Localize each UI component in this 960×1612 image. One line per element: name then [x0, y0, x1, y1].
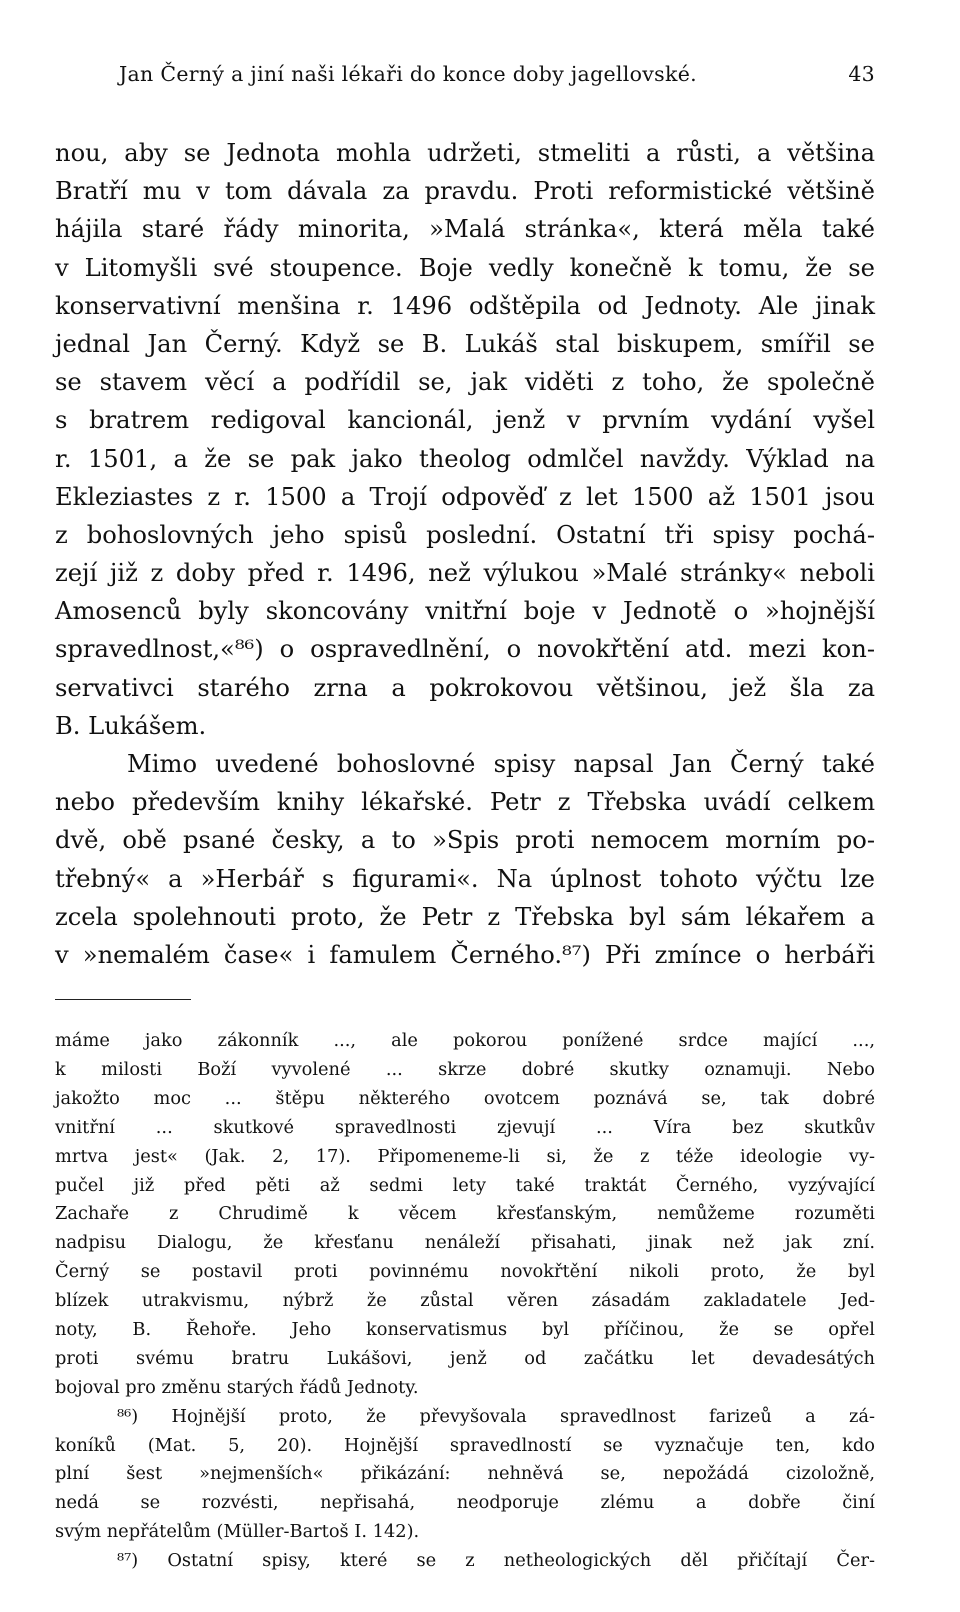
text-line: nebo především knihy lékařské. Petr z Třebska uvádí celkem: [55, 788, 875, 817]
text-line: nou, aby se Jednota mohla udržeti, stmeliti a růsti, a většina: [55, 139, 875, 167]
footnote-line: nadpisu Dialogu, že křesťanu nenáleží přisahati, jinak než jak zní.: [55, 1232, 875, 1254]
footnote-line: mrtva jest« (Jak. 2, 17). Připomeneme-li si, že z téže ideologie vy-: [55, 1145, 875, 1167]
footnote-line: bojoval pro změnu starých řádů Jednoty.: [55, 1376, 419, 1398]
text-line: jednal Jan Černý. Když se B. Lukáš stal biskupem, smířil se: [55, 329, 875, 358]
footnote-line: vnitřní ... skutkové spravedlnosti zjevují ... Víra bez skutkův: [55, 1116, 875, 1138]
footnotes: [55, 1027, 875, 1576]
footnote-line: plní šest »nejmenších« přikázání: nehněvá se, nepožádá cizoložně,: [55, 1463, 875, 1485]
footnote-line: Černý se postavil proti povinnému novokřtění nikoli proto, že byl: [55, 1261, 875, 1283]
footnote-87-line: ⁸⁷) Ostatní spisy, které se z netheologických děl přičítají Čer-: [117, 1550, 875, 1572]
main-text: [55, 134, 875, 974]
footnote-line: nedá se rozvésti, nepřisahá, neodporuje zlému a dobře činí: [55, 1492, 875, 1514]
text-line: Mimo uvedené bohoslovné spisy napsal Jan Černý také: [127, 750, 875, 778]
text-line: hájila staré řády minorita, »Malá stránka«, která měla také: [55, 215, 875, 244]
text-line: se stavem věcí a podřídil se, jak viděti z toho, že společně: [55, 368, 875, 397]
footnote-line: jakožto moc ... štěpu některého ovotcem poznává se, tak dobré: [55, 1087, 875, 1109]
footnote-86-line: ⁸⁶) Hojnější proto, že převyšovala spravedlnost farizeů a zá-: [117, 1405, 875, 1427]
page-number: 43: [848, 62, 875, 86]
footnote-line: proti svému bratru Lukášovi, jenž od začátku let devadesátých: [55, 1347, 875, 1369]
running-title: Jan Černý a jiní naši lékaři do konce doby jagellovské.: [119, 62, 697, 86]
footnote-line: k milosti Boží vyvolené ... skrze dobré skutky oznamuji. Nebo: [55, 1059, 875, 1081]
text-line: konservativní menšina r. 1496 odštěpila od Jednoty. Ale jinak: [55, 291, 875, 320]
text-line: Bratří mu v tom dávala za pravdu. Proti reformistické většině: [55, 177, 875, 206]
footnote-line: Zachaře z Chrudimě k věcem křesťanským, nemůžeme rozuměti: [55, 1203, 875, 1225]
running-head: [55, 62, 875, 96]
text-line: Ekleziastes z r. 1500 a Trojí odpověď z let 1500 až 1501 jsou: [55, 482, 875, 511]
text-line: Amosenců byly skoncovány vnitřní boje v Jednotě o »hojnější: [55, 597, 875, 626]
footnote-line: koníků (Mat. 5, 20). Hojnější spravedlností se vyznačuje ten, kdo: [55, 1434, 875, 1456]
footnote-line: blízek utrakvismu, nýbrž že zůstal věren zásadám zakladatele Jed-: [55, 1290, 875, 1312]
text-line: spravedlnost,«⁸⁶) o ospravedlnění, o novokřtění atd. mezi kon-: [55, 635, 875, 664]
text-line: s bratrem redigoval kancionál, jenž v prvním vydání vyšel: [55, 406, 875, 435]
text-line: třebný« a »Herbář s figurami«. Na úplnost tohoto výčtu lze: [55, 864, 875, 893]
text-line: servativci starého zrna a pokrokovou většinou, jež šla za: [55, 673, 875, 702]
footnote-line: máme jako zákonník ..., ale pokorou ponížené srdce mající ...,: [55, 1030, 875, 1052]
text-line: B. Lukášem.: [55, 711, 207, 740]
text-line: r. 1501, a že se pak jako theolog odmlčel navždy. Výklad na: [55, 444, 875, 473]
text-line: zcela spolehnouti proto, že Petr z Třebska byl sám lékařem a: [55, 902, 875, 931]
footnote-separator: [55, 999, 191, 1000]
text-line: z bohoslovných jeho spisů poslední. Ostatní tři spisy pochá-: [55, 520, 875, 549]
footnote-line: pučel již před pěti až sedmi lety také traktát Černého, vyzývající: [55, 1174, 875, 1196]
footnote-line: noty, B. Řehoře. Jeho konservatismus byl příčinou, že se opřel: [55, 1319, 875, 1341]
footnote-line: svým nepřátelům (Müller-Bartoš I. 142).: [55, 1521, 420, 1543]
book-page: [55, 62, 875, 1576]
text-line: zejí již z doby před r. 1496, než výlukou »Malé stránky« neboli: [55, 559, 875, 588]
text-line: dvě, obě psané česky, a to »Spis proti nemocem morním po-: [55, 826, 875, 855]
text-line: v Litomyšli své stoupence. Boje vedly konečně k tomu, že se: [55, 253, 875, 282]
text-line: v »nemalém čase« i famulem Černého.⁸⁷) Při zmínce o herbáři: [55, 940, 875, 969]
